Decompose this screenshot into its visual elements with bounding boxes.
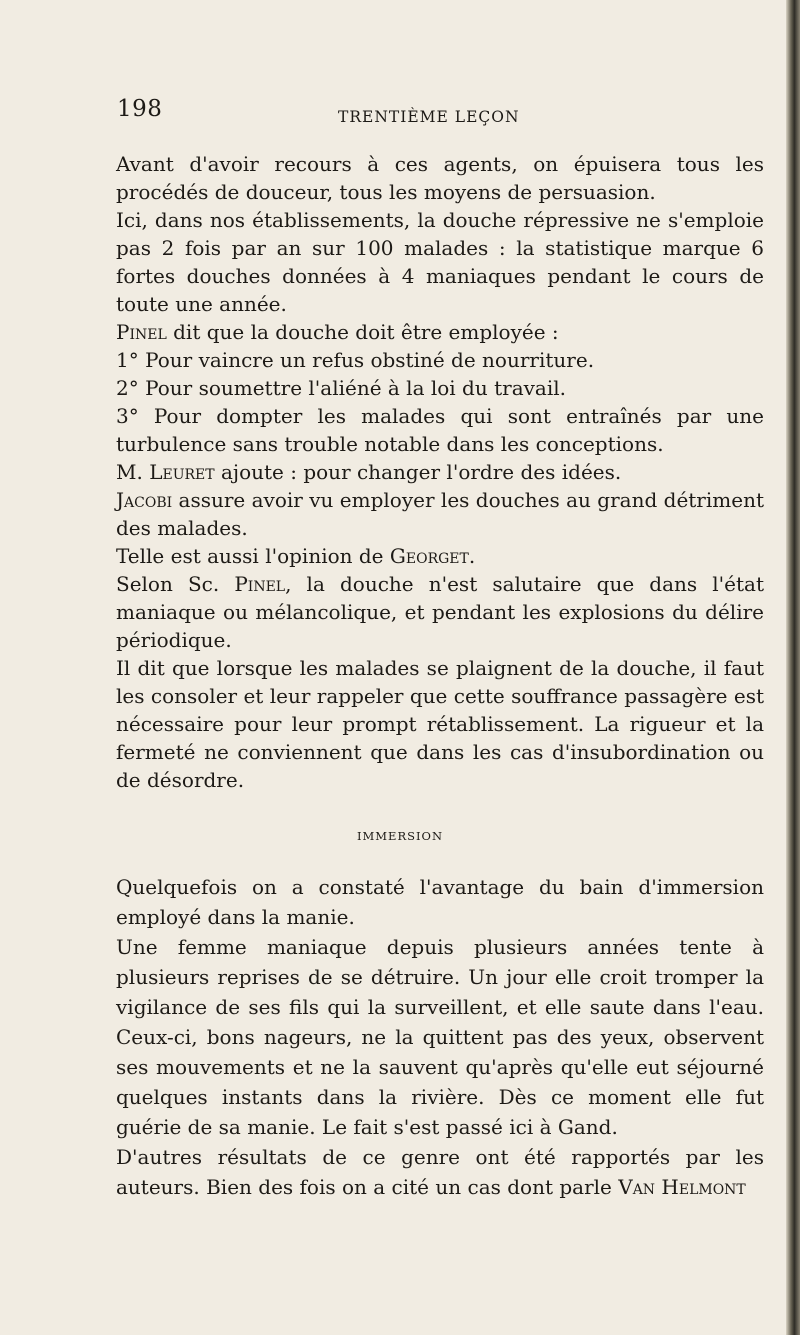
paragraph-last: D'autres résultats de ce genre ont été rapportés par les auteurs. Bien des fois on a cité un cas dont parle Van Helmont <box>116 1145 764 1199</box>
author-name: Pinel <box>116 320 167 344</box>
author-name: Van Helmont <box>618 1175 746 1199</box>
paragraph-sc-pinel: Selon Sc. Pinel, la douche n'est salutaire que dans l'état maniaque ou mélancolique, et pendant les explosions du délire périodique. <box>116 572 764 652</box>
paragraph: Une femme maniaque depuis plusieurs années tente à plusieurs reprises de se détruire. Un jour elle croit tromper la vigilance de ses fils qui la surveillent, et elle saute dans l'eau. Ceux-ci, bons nageurs, ne la quittent pas des yeux, observent ses mouvements et ne la sauvent qu'après qu'elle eut séjourné quelques instants dans la rivière. Dès ce moment elle fut guérie de sa manie. Le fait s'est passé ici à Gand. <box>116 935 764 1139</box>
paragraph: Il dit que lorsque les malades se plaignent de la douche, il faut les consoler et leur rappeler que cette souffrance passagère est nécessaire pour leur prompt rétablissement. La rigueur et la fermeté ne conviennent que dans les cas d'insubordination ou de désordre. <box>116 656 764 792</box>
paragraph: Avant d'avoir recours à ces agents, on épuisera tous les procédés de douceur, tous les moyens de persuasion. <box>116 152 764 204</box>
section-heading: IMMERSION <box>356 829 444 843</box>
paragraph: Quelquefois on a constaté l'avantage du bain d'immersion employé dans la manie. <box>116 875 764 929</box>
running-head: TRENTIÈME LEÇON <box>338 108 520 126</box>
page-number: 198 <box>117 96 163 122</box>
author-name: Georget <box>389 544 469 568</box>
list-item: 1° Pour vaincre un refus obstiné de nourriture. <box>116 348 595 372</box>
paragraph-jacobi: Jacobi assure avoir vu employer les douches au grand détriment des malades. <box>116 488 764 540</box>
paragraph-leuret: M. Leuret ajoute : pour changer l'ordre des idées. <box>116 460 622 484</box>
paragraph-pinel: Pinel dit que la douche doit être employée : <box>116 320 559 344</box>
paragraph: Ici, dans nos établissements, la douche répressive ne s'emploie pas 2 fois par an sur 100 malades : la statistique marque 6 fortes douches données à 4 maniaques pendant le cours de toute une année. <box>116 208 764 316</box>
list-item: 3° Pour dompter les malades qui sont entraînés par une turbulence sans trouble notable dans les conceptions. <box>116 404 764 456</box>
main-text <box>116 150 764 794</box>
list-item: 2° Pour soumettre l'aliéné à la loi du travail. <box>116 376 566 400</box>
author-name: Pinel <box>234 572 286 596</box>
author-name: Jacobi <box>116 488 173 512</box>
paragraph-georget: Telle est aussi l'opinion de Georget. <box>116 544 476 568</box>
page-edge-shadow <box>786 0 800 1335</box>
immersion-text <box>116 872 764 1202</box>
author-name: Leuret <box>149 460 215 484</box>
